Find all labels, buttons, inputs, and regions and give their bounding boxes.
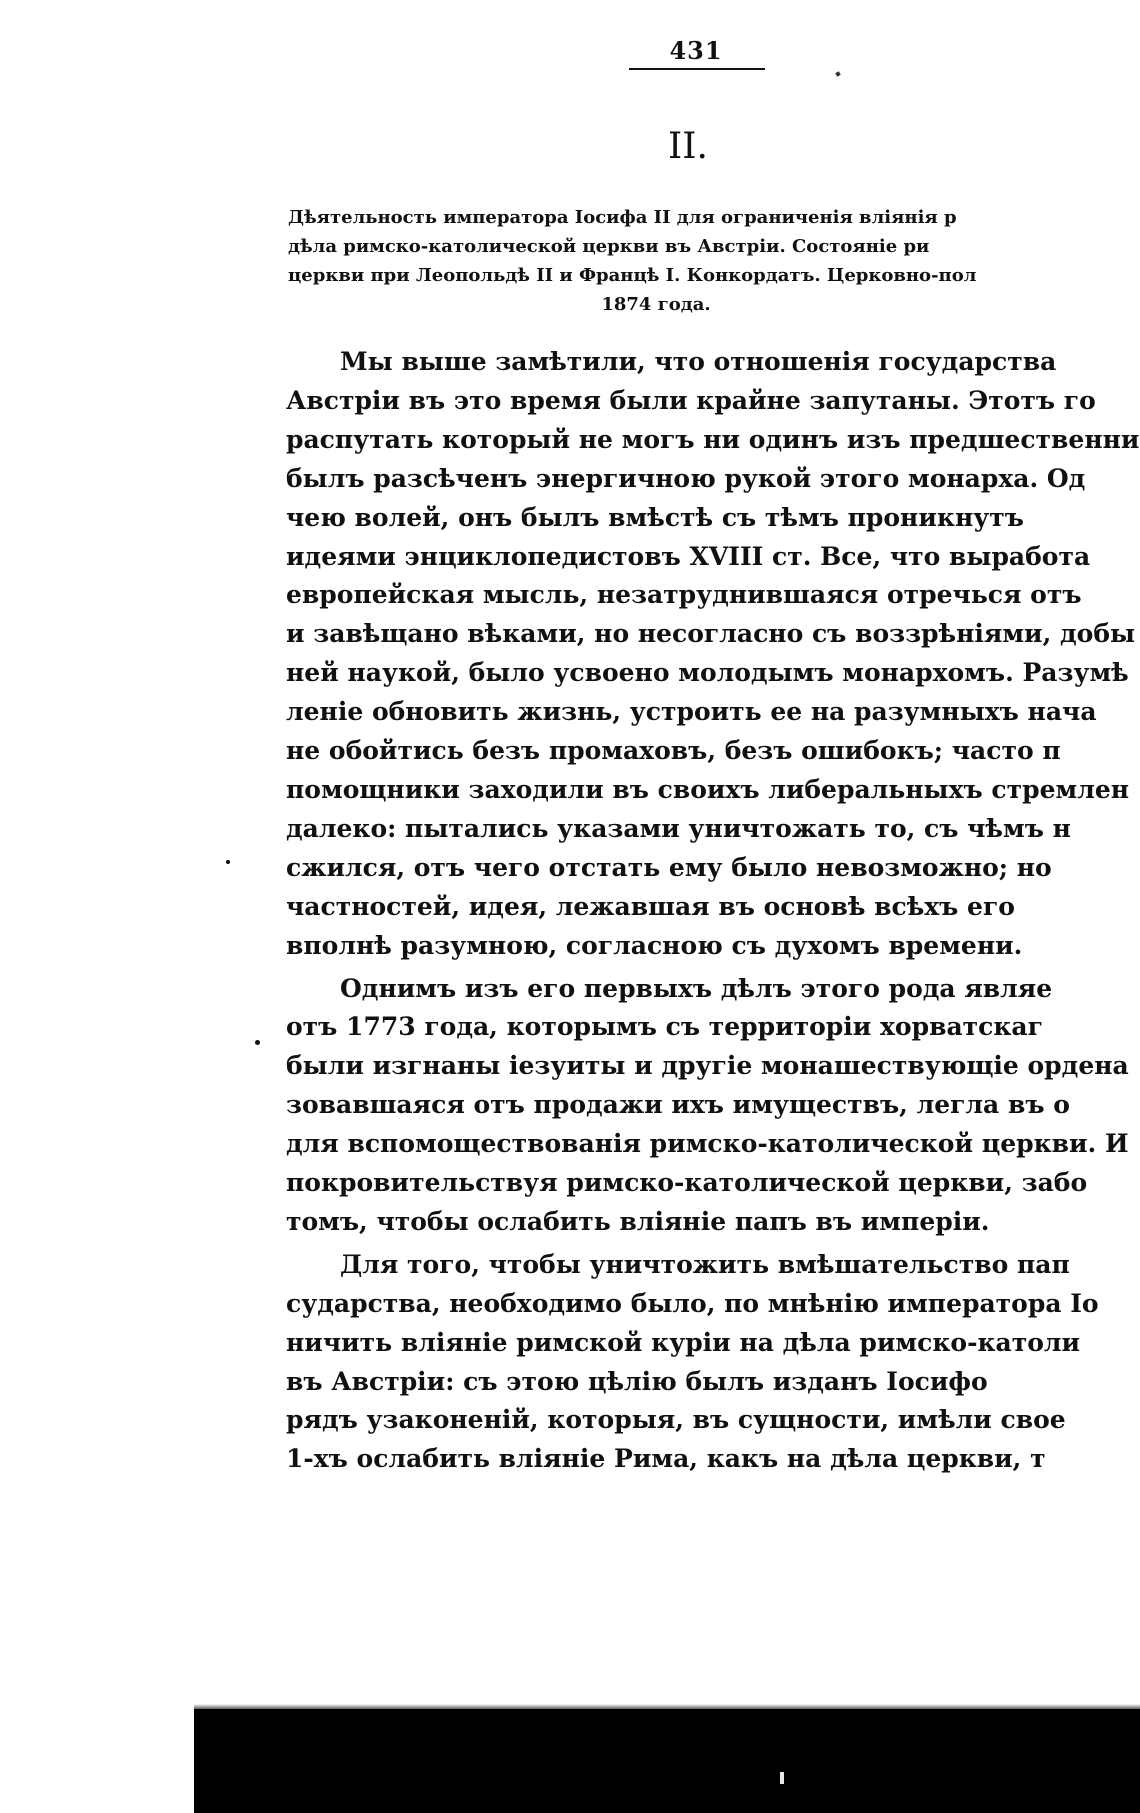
text-line: чею волей, онъ былъ вмѣстѣ съ тѣмъ проникнутъ	[286, 502, 1024, 532]
text-line: были изгнаны іезуиты и другіе монашествующіе ордена	[286, 1051, 1129, 1081]
summary-line: Дѣятельность императора Іосифа II для ограниченія вліянія р	[288, 207, 957, 228]
text-line: рядъ узаконеній, которыя, въ сущности, имѣли свое	[286, 1405, 1066, 1435]
text-line: въ Австріи: съ этою цѣлію былъ изданъ Іосифо	[286, 1366, 988, 1396]
text-line: частностей, идея, лежавшая въ основѣ всѣхъ его	[286, 891, 1015, 921]
text-line: зовавшаяся отъ продажи ихъ имуществъ, легла въ о	[286, 1090, 1070, 1120]
chapter-summary	[288, 203, 977, 319]
text-line: томъ, чтобы ослабить вліяніе папъ въ имперіи.	[286, 1206, 990, 1236]
page-number-rule	[629, 68, 765, 70]
stray-ink-mark	[835, 71, 840, 76]
text-line: Австріи въ это время были крайне запутаны. Этотъ го	[286, 385, 1096, 415]
text-line: не обойтись безъ промаховъ, безъ ошибокъ; часто п	[286, 736, 1061, 766]
text-line: покровительствуя римско-католической церкви, забо	[286, 1168, 1088, 1198]
margin-speck	[255, 1040, 260, 1045]
summary-line: дѣла римско-католической церкви въ Австріи. Состояніе ри	[288, 236, 930, 257]
text-line: идеями энциклопедистовъ XVIII ст. Все, что выработа	[286, 541, 1091, 571]
body-text	[286, 343, 1140, 1479]
scan-artifact	[780, 1772, 784, 1784]
text-line: 1-хъ ослабить вліяніе Рима, какъ на дѣла церкви, т	[286, 1444, 1046, 1474]
text-line: помощники заходили въ своихъ либеральныхъ стремлен	[286, 774, 1130, 804]
summary-date: 1874 года.	[601, 294, 711, 315]
text-line: Мы выше замѣтили, что отношенія государства	[340, 347, 1057, 376]
text-line: вполнѣ разумною, согласною съ духомъ времени.	[286, 930, 1023, 960]
summary-line: церкви при Леопольдѣ II и Францѣ I. Конкордатъ. Церковно-пол	[288, 265, 977, 286]
text-line: отъ 1773 года, которымъ съ территоріи хорватскаг	[286, 1012, 1043, 1042]
text-line: европейская мысль, незатруднившаяся отречься отъ	[286, 580, 1082, 610]
text-line: ней наукой, было усвоено молодымъ монархомъ. Разумѣ	[286, 658, 1129, 688]
scan-shadow	[194, 1709, 1140, 1813]
text-line: Для того, чтобы уничтожить вмѣшательство пап	[340, 1249, 1070, 1279]
text-line: и завѣщано вѣками, но несогласно съ воззрѣніями, добы	[286, 619, 1136, 649]
text-line: сжился, отъ чего отстать ему было невозможно; но	[286, 852, 1052, 882]
chapter-number: II.	[668, 126, 708, 167]
text-line: распутать который не могъ ни одинъ изъ предшественни	[286, 424, 1140, 454]
text-line: сударства, необходимо было, по мнѣнію императора Іо	[286, 1288, 1099, 1318]
text-line: далеко: пытались указами уничтожать то, съ чѣмъ н	[286, 813, 1071, 843]
text-line: для вспомоществованія римско-католической церкви. И	[286, 1129, 1129, 1159]
text-line: леніе обновить жизнь, устроить ее на разумныхъ нача	[286, 697, 1097, 727]
text-line: былъ разсѣченъ энергичною рукой этого монарха. Од	[286, 463, 1086, 493]
page-number: 431	[669, 36, 723, 65]
text-line: Однимъ изъ его первыхъ дѣлъ этого рода являе	[340, 973, 1053, 1003]
margin-speck	[226, 860, 230, 864]
text-line: ничить вліяніе римской куріи на дѣла римско-католи	[286, 1327, 1081, 1357]
